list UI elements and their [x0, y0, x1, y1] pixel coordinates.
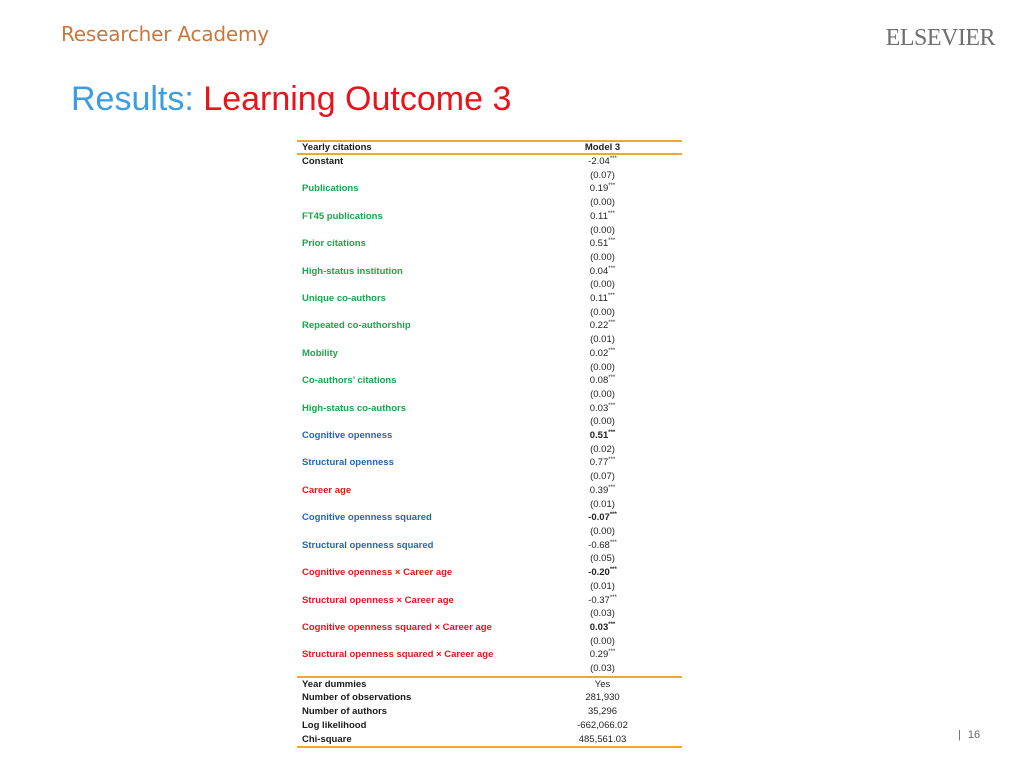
variable-label: Mobility [302, 347, 338, 359]
table-row [297, 169, 682, 183]
coefficient-value: -2.04 [588, 156, 610, 167]
coefficient-cell [523, 456, 682, 470]
empty-cell [297, 306, 523, 320]
variable-label: Publications [302, 183, 359, 195]
variable-label: Cognitive openness squared [302, 512, 432, 524]
coefficient-cell [523, 374, 682, 388]
table-row [297, 251, 682, 265]
summary-row [297, 705, 682, 719]
coefficient-value: 0.22 [589, 320, 609, 332]
variable-label: High-status co-authors [302, 402, 406, 414]
standard-error-value: (0.07) [590, 471, 615, 483]
significance-stars: *** [608, 183, 616, 190]
coefficient-value: 0.08 [589, 375, 609, 387]
coefficient-value: 0.04 [589, 265, 609, 277]
table-row [297, 511, 682, 525]
table-row [297, 155, 682, 169]
coefficient-value: 0.11 [590, 210, 608, 222]
summary-label: Log likelihood [302, 719, 367, 731]
coefficient-value: -0.20 [588, 567, 610, 579]
table-row [297, 402, 682, 416]
coefficient-value: 0.03 [589, 402, 609, 414]
significance-stars: *** [608, 347, 616, 354]
coefficient-value: -0.07 [588, 512, 610, 524]
empty-cell [297, 224, 523, 238]
significance-stars: *** [608, 429, 616, 436]
standard-error-value: (0.03) [590, 663, 615, 675]
table-row [297, 484, 682, 498]
coefficient-value: 0.29 [589, 649, 609, 661]
empty-cell [297, 333, 523, 347]
page-number-separator: | [958, 729, 961, 741]
empty-cell [297, 196, 523, 210]
standard-error-value: (0.05) [590, 553, 615, 565]
brand-logo-text: Researcher Academy [61, 22, 269, 46]
variable-label: Cognitive openness × Career age [302, 567, 453, 579]
coefficient-value: 0.19 [589, 183, 609, 195]
empty-cell [297, 251, 523, 265]
summary-label: Number of authors [302, 706, 387, 718]
significance-stars: *** [608, 238, 616, 245]
coefficient-value: 0.03 [589, 621, 609, 633]
page-number-value: 16 [967, 729, 981, 741]
coefficient-cell [523, 429, 682, 443]
standard-error-value: (0.01) [590, 334, 615, 346]
table-row [297, 635, 682, 649]
table-row [297, 443, 682, 457]
standard-error-value: (0.00) [590, 197, 615, 209]
table-row [297, 621, 682, 635]
coefficient-cell [523, 292, 682, 306]
empty-cell [297, 470, 523, 484]
empty-cell [297, 635, 523, 649]
significance-stars: *** [608, 484, 616, 491]
coefficient-cell [523, 594, 682, 608]
table-row [297, 470, 682, 484]
empty-cell [297, 607, 523, 621]
coefficient-cell [523, 566, 682, 580]
significance-stars: *** [609, 512, 617, 519]
column-header-model: Model 3 [523, 140, 682, 155]
variable-label: Structural openness squared [302, 539, 434, 551]
table-row [297, 224, 682, 238]
standard-error-value: (0.00) [590, 388, 615, 400]
summary-value: Yes [523, 676, 682, 692]
standard-error-value: (0.01) [590, 580, 615, 592]
variable-label: Repeated co-authorship [302, 320, 411, 332]
table-row [297, 361, 682, 375]
table-row [297, 278, 682, 292]
variable-label: High-status institution [302, 265, 403, 277]
summary-value: 281,930 [585, 692, 620, 704]
significance-stars: *** [609, 155, 617, 162]
summary-value: -662,066.02 [577, 719, 628, 731]
table-row [297, 210, 682, 224]
summary-row [297, 676, 682, 692]
regression-results-table [297, 140, 682, 748]
coefficient-value: 0.02 [589, 347, 609, 359]
standard-error-value: (0.00) [590, 251, 615, 263]
standard-error-value: (0.02) [590, 443, 615, 455]
standard-error-value: (0.07) [590, 169, 615, 181]
column-header-variable: Yearly citations [297, 140, 523, 155]
coefficient-value: 0.51 [589, 238, 609, 250]
table-row [297, 525, 682, 539]
significance-stars: *** [609, 566, 617, 573]
variable-label: FT45 publications [302, 210, 383, 222]
summary-label: Number of observations [302, 692, 412, 704]
table-header-row [297, 140, 682, 155]
standard-error-value: (0.00) [590, 361, 615, 373]
coefficient-value: -0.37 [588, 594, 610, 606]
table-row [297, 498, 682, 512]
significance-stars: *** [607, 210, 615, 217]
coefficient-cell [523, 210, 682, 224]
variable-label: Structural openness squared × Career age [302, 649, 494, 661]
table-row [297, 456, 682, 470]
empty-cell [297, 580, 523, 594]
significance-stars: *** [609, 539, 617, 546]
summary-row [297, 691, 682, 705]
coefficient-cell [523, 155, 682, 169]
table-row [297, 552, 682, 566]
summary-value: 485,561.03 [523, 733, 682, 749]
variable-label: Structural openness × Career age [302, 594, 454, 606]
summary-label: Year dummies [297, 676, 523, 692]
coefficient-cell [523, 182, 682, 196]
standard-error-value: (0.00) [590, 224, 615, 236]
standard-error-value: (0.00) [590, 306, 615, 318]
coefficient-cell [523, 237, 682, 251]
variable-label: Cognitive openness [302, 430, 393, 442]
standard-error-value: (0.00) [590, 635, 615, 647]
empty-cell [297, 552, 523, 566]
empty-cell [297, 388, 523, 402]
slide-title-prefix: Results: [71, 80, 194, 118]
significance-stars: *** [608, 649, 616, 656]
table-row [297, 265, 682, 279]
summary-row [297, 733, 682, 749]
summary-label: Chi-square [297, 733, 523, 749]
table-row [297, 182, 682, 196]
table-row [297, 539, 682, 553]
significance-stars: *** [608, 265, 616, 272]
standard-error-value: (0.01) [590, 498, 615, 510]
table-body [297, 155, 682, 748]
table-row [297, 306, 682, 320]
coefficient-cell [523, 347, 682, 361]
significance-stars: *** [608, 621, 616, 628]
significance-stars: *** [608, 402, 616, 409]
table-row [297, 319, 682, 333]
table-row [297, 415, 682, 429]
empty-cell [297, 498, 523, 512]
significance-stars: *** [607, 292, 615, 299]
empty-cell [297, 525, 523, 539]
coefficient-cell [523, 539, 682, 553]
variable-label: Unique co-authors [302, 293, 386, 305]
coefficient-cell [523, 511, 682, 525]
empty-cell [297, 169, 523, 183]
empty-cell [297, 415, 523, 429]
table-row [297, 347, 682, 361]
standard-error-value: (0.00) [590, 279, 615, 291]
coefficient-cell [523, 265, 682, 279]
table-row [297, 648, 682, 662]
significance-stars: *** [609, 594, 617, 601]
coefficient-value: 0.51 [589, 430, 609, 442]
slide-title [71, 80, 511, 119]
summary-value: 35,296 [587, 706, 618, 718]
table-row [297, 607, 682, 621]
page-number [958, 729, 980, 741]
coefficient-value: 0.11 [590, 293, 608, 305]
variable-label: Co-authors’ citations [302, 375, 397, 387]
empty-cell [297, 443, 523, 457]
table-row [297, 196, 682, 210]
coefficient-cell [523, 648, 682, 662]
variable-label: Prior citations [302, 238, 366, 250]
table-row [297, 333, 682, 347]
standard-error-value: (0.03) [590, 608, 615, 620]
table-row [297, 566, 682, 580]
table-row [297, 237, 682, 251]
publisher-logo: ELSEVIER [885, 25, 995, 51]
table-row [297, 388, 682, 402]
variable-label: Constant [302, 156, 344, 167]
table-row [297, 374, 682, 388]
variable-label: Career age [302, 484, 352, 496]
significance-stars: *** [608, 320, 616, 327]
table-row [297, 580, 682, 594]
table-row [297, 292, 682, 306]
table-row [297, 662, 682, 676]
coefficient-value: 0.39 [589, 484, 609, 496]
coefficient-value: -0.68 [588, 539, 610, 551]
coefficient-cell [523, 484, 682, 498]
significance-stars: *** [608, 457, 616, 464]
significance-stars: *** [608, 375, 616, 382]
empty-cell [297, 361, 523, 375]
empty-cell [297, 278, 523, 292]
summary-row [297, 719, 682, 733]
table-row [297, 594, 682, 608]
empty-cell [297, 662, 523, 676]
coefficient-cell [523, 621, 682, 635]
variable-label: Structural openness [302, 457, 394, 469]
standard-error-value: (0.00) [590, 416, 615, 428]
slide-title-main: Learning Outcome 3 [203, 80, 512, 118]
variable-label: Cognitive openness squared × Career age [302, 621, 492, 633]
coefficient-cell [523, 319, 682, 333]
standard-error-value: (0.00) [590, 525, 615, 537]
coefficient-cell [523, 402, 682, 416]
coefficient-value: 0.77 [589, 457, 609, 469]
table-row [297, 429, 682, 443]
